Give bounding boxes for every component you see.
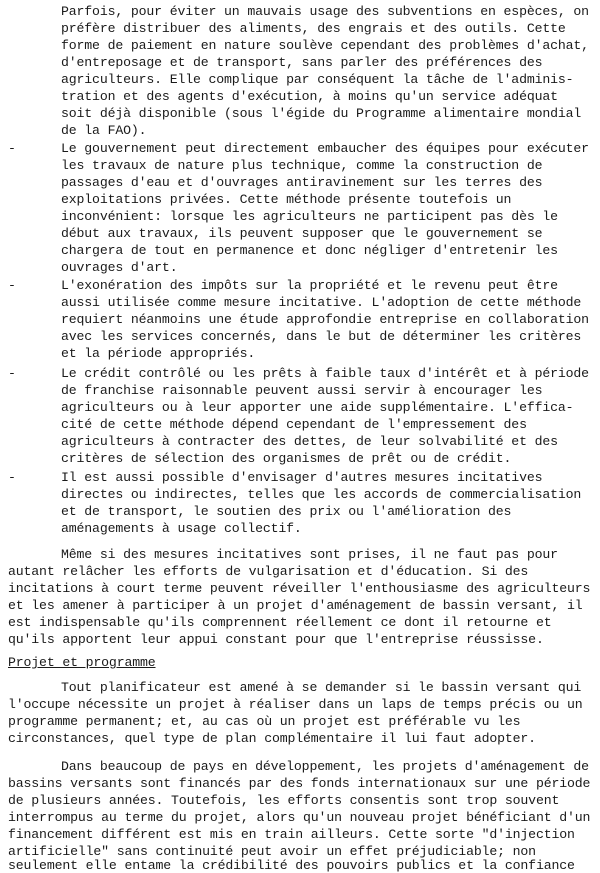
text-line: Le gouvernement peut directement embaucher des équipes pour exécuter <box>61 141 589 156</box>
text-line: et la période appropriés. <box>61 346 256 361</box>
text-line: agriculteurs. Elle complique par conséquent la tâche de l'adminis- <box>61 72 574 87</box>
text-line: tration et des agents d'exécution, à moins qu'un service adéquat <box>61 89 558 104</box>
text-line: et les amener à participer à un projet d'aménagement de bassin versant, il <box>8 598 583 613</box>
text-line: qu'ils apportent leur appui constant pour que l'entreprise réussisse. <box>8 632 544 647</box>
text-line: cité de cette méthode dépend cependant de l'empressement des <box>61 417 527 432</box>
text-line: de plusieurs années. Toutefois, les efforts consentis sont trop souvent <box>8 793 560 808</box>
text-line: financement différent est mis en train ailleurs. Cette sorte "d'injection <box>8 827 575 842</box>
text-line: seulement elle entame la crédibilité des pouvoirs publics et la confiance <box>8 858 575 873</box>
text-line: bassins versants sont financés par des fonds internationaux sur une période <box>8 776 591 791</box>
bullet-dash: - <box>8 366 16 381</box>
text-line: circonstances, quel type de plan complémentaire il lui faut adopter. <box>8 731 536 746</box>
text-line: inconvénient: lorsque les agriculteurs ne participent pas dès le <box>61 209 558 224</box>
text-line: soit déjà disponible (sous l'égide du Programme alimentaire mondial <box>61 106 582 121</box>
text-line: critères de sélection des organismes de prêt ou de crédit. <box>61 451 512 466</box>
text-line: avec les services concernés, dans le but de déterminer les critères <box>61 329 582 344</box>
text-line: interrompus au terme du projet, alors qu'un nouveau projet bénéficiant d'un <box>8 810 591 825</box>
text-line: les travaux de nature plus technique, comme la construction de <box>61 158 543 173</box>
section-heading: Projet et programme <box>8 655 156 670</box>
text-line: Dans beaucoup de pays en développement, les projets d'aménagement de <box>61 759 589 774</box>
text-line: exploitations privées. Cette méthode présente toutefois un <box>61 192 512 207</box>
text-line: incitations à court terme peuvent réveiller l'enthousiasme des agriculteurs <box>8 581 591 596</box>
text-line: aussi utilisée comme mesure incitative. L'adoption de cette méthode <box>61 295 582 310</box>
text-line: requiert néanmoins une étude approfondie entreprise en collaboration <box>61 312 589 327</box>
text-line: autant relâcher les efforts de vulgarisation et d'éducation. Si des <box>8 564 529 579</box>
text-line: agriculteurs ou à leur apporter une aide supplémentaire. L'effica- <box>61 400 574 415</box>
text-line: d'entreposage et de transport, sans parler des préférences des <box>61 55 543 70</box>
text-line: début aux travaux, ils peuvent supposer que le gouvernement se <box>61 226 543 241</box>
bullet-dash: - <box>8 141 16 156</box>
text-line: Même si des mesures incitatives sont prises, il ne faut pas pour <box>61 547 558 562</box>
text-line: Parfois, pour éviter un mauvais usage des subventions en espèces, on <box>61 4 589 19</box>
text-line: Il est aussi possible d'envisager d'autres mesures incitatives <box>61 470 543 485</box>
text-line: est indispensable qu'ils comprennent réellement ce dont il retourne et <box>8 615 552 630</box>
text-line: aménagements à usage collectif. <box>61 521 302 536</box>
text-line: forme de paiement en nature soulève cependant des problèmes d'achat, <box>61 38 589 53</box>
text-line: Le crédit contrôlé ou les prêts à faible taux d'intérêt et à période <box>61 366 589 381</box>
text-line: artificielle" sans continuité peut avoir un effet préjudiciable; non <box>8 844 536 859</box>
text-line: préfère distribuer des aliments, des engrais et des outils. Cette <box>61 21 566 36</box>
text-line: passages d'eau et d'ouvrages antiravinement sur les terres des <box>61 175 543 190</box>
text-line: agriculteurs à contracter des dettes, de leur solvabilité et des <box>61 434 558 449</box>
text-line: programme permanent; et, au cas où un projet est préférable vu les <box>8 714 521 729</box>
text-line: de la FAO). <box>61 123 147 138</box>
bullet-dash: - <box>8 470 16 485</box>
text-line: et de transport, le soutien des prix ou l'amélioration des <box>61 504 512 519</box>
text-line: l'occupe nécessite un projet à réaliser dans un laps de temps précis ou un <box>8 697 583 712</box>
text-line: L'exonération des impôts sur la propriété et le revenu peut être <box>61 278 558 293</box>
text-line: chargera de tout en permanence et donc négliger d'entretenir les <box>61 243 558 258</box>
text-line: ouvrages d'art. <box>61 260 178 275</box>
text-line: de franchise raisonnable peuvent aussi servir à encourager les <box>61 383 543 398</box>
text-line: Tout planificateur est amené à se demander si le bassin versant qui <box>61 680 582 695</box>
bullet-dash: - <box>8 278 16 293</box>
text-line: directes ou indirectes, telles que les accords de commercialisation <box>61 487 582 502</box>
